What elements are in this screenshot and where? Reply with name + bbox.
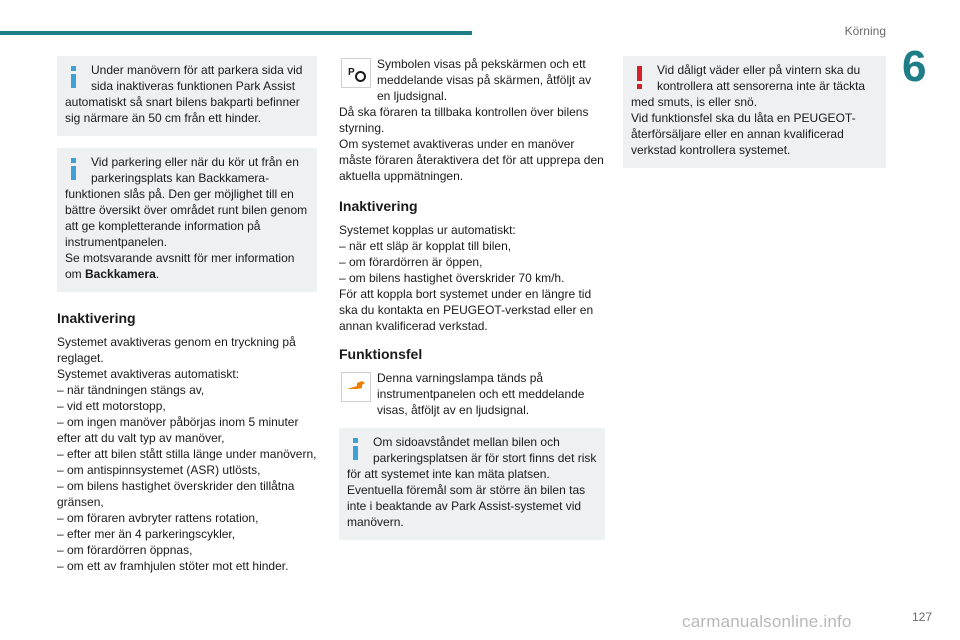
- paragraph: Systemet avaktiveras genom en tryckning på reglaget.: [57, 335, 296, 365]
- list-item: – om antispinnsystemet (ASR) utlösts,: [57, 463, 261, 477]
- paragraph: För att koppla bort systemet under en längre tid ska du kontakta en PEUGEOT-verkstad eller en annan kvalificerad verkstad.: [339, 287, 594, 333]
- info-box-park-assist: [57, 56, 317, 136]
- list-item: – efter mer än 4 parkeringscykler,: [57, 527, 236, 541]
- info-box-text: Vid parkering eller när du kör ut från en parkeringsplats kan Backkamera-funktionen slås på. Den ger möjlighet till en bättre översikt över området runt bilen genom att ge kompletterande information på instrumentpanelen.: [65, 155, 308, 249]
- section-heading-malfunction: Funktionsfel: [339, 346, 423, 362]
- info-icon: [347, 434, 373, 464]
- column-3: [623, 56, 886, 180]
- page-number: 127: [912, 610, 933, 624]
- list-item: – om förardörren är öppen,: [339, 255, 483, 269]
- warning-box-sensors: [623, 56, 886, 168]
- list-item: – vid ett motorstopp,: [57, 399, 166, 413]
- section-label: Körning: [844, 24, 886, 38]
- deactivation-text: [57, 334, 317, 574]
- section-heading-deactivation: Inaktivering: [339, 198, 418, 214]
- symbol-paragraph: [339, 56, 605, 184]
- warning-box-text: Vid funktionsfel ska du låta en PEUGEOT-återförsäljare eller en annan kvalificerad verkstad kontrollera systemet.: [631, 111, 856, 157]
- warning-box-text: Vid dåligt väder eller på vintern ska du kontrollera att sensorerna inte är täckta med smuts, is eller snö.: [631, 63, 866, 109]
- list-item: – om bilens hastighet överskrider 70 km/h.: [339, 271, 565, 285]
- header-accent-bar: [0, 31, 472, 35]
- info-box-lateral-distance: [339, 428, 605, 540]
- info-icon: [65, 154, 91, 184]
- watermark: carmanualsonline.info: [682, 612, 852, 631]
- info-box-text: Om sidoavståndet mellan bilen och parkeringsplatsen är för stort finns det risk för att systemet inte kan mäta platsen. Eventuella föremål som är större än bilen tas inte i beaktande av Park Assist-systemet vid manövern.: [347, 435, 597, 529]
- info-box-reversing-camera: [57, 148, 317, 292]
- reference-link: Backkamera: [85, 267, 156, 281]
- paragraph: Denna varningslampa tänds på instrumentpanelen och ett meddelande visas, åtföljt av en ljudsignal.: [377, 371, 585, 417]
- malfunction-paragraph: [339, 370, 605, 418]
- list-item: – när tändningen stängs av,: [57, 383, 205, 397]
- list-item: – om ingen manöver påbörjas inom 5 minuter efter att du valt typ av manöver,: [57, 415, 299, 445]
- info-icon: [65, 62, 91, 92]
- park-assist-icon: P: [339, 56, 373, 90]
- auto-disconnect-text: [339, 222, 605, 334]
- column-1: [57, 56, 317, 574]
- paragraph: Systemet kopplas ur automatiskt:: [339, 223, 516, 237]
- list-item: – om föraren avbryter rattens rotation,: [57, 511, 259, 525]
- reference-text: Se motsvarande avsnitt för mer information om: [65, 251, 295, 281]
- info-box-text: Under manövern för att parkera sida vid sida inaktiveras funktionen Park Assist automatiskt så snart bilens bakparti befinner sig närmare än 50 cm från ett hinder.: [65, 63, 303, 125]
- list-item: – om ett av framhjulen stöter mot ett hinder.: [57, 559, 289, 573]
- chapter-number: 6: [902, 42, 927, 91]
- list-item: – när ett släp är kopplat till bilen,: [339, 239, 512, 253]
- wrench-icon: [339, 370, 373, 404]
- list-item: – efter att bilen stått stilla länge under manövern,: [57, 447, 317, 461]
- column-2: [339, 56, 605, 552]
- paragraph: Systemet avaktiveras automatiskt:: [57, 367, 240, 381]
- paragraph: Då ska föraren ta tillbaka kontrollen över bilens styrning.: [339, 105, 589, 135]
- list-item: – om bilens hastighet överskrider den tillåtna gränsen,: [57, 479, 295, 509]
- paragraph: Symbolen visas på pekskärmen och ett meddelande visas på skärmen, åtföljt av en ljudsignal.: [377, 57, 592, 103]
- section-heading-deactivation: Inaktivering: [57, 310, 136, 326]
- warning-icon: [631, 62, 657, 92]
- list-item: – om förardörren öppnas,: [57, 543, 193, 557]
- paragraph: Om systemet avaktiveras under en manöver måste föraren återaktivera det för att upprepa den aktuella uppmätningen.: [339, 137, 604, 183]
- reference-suffix: .: [155, 267, 160, 281]
